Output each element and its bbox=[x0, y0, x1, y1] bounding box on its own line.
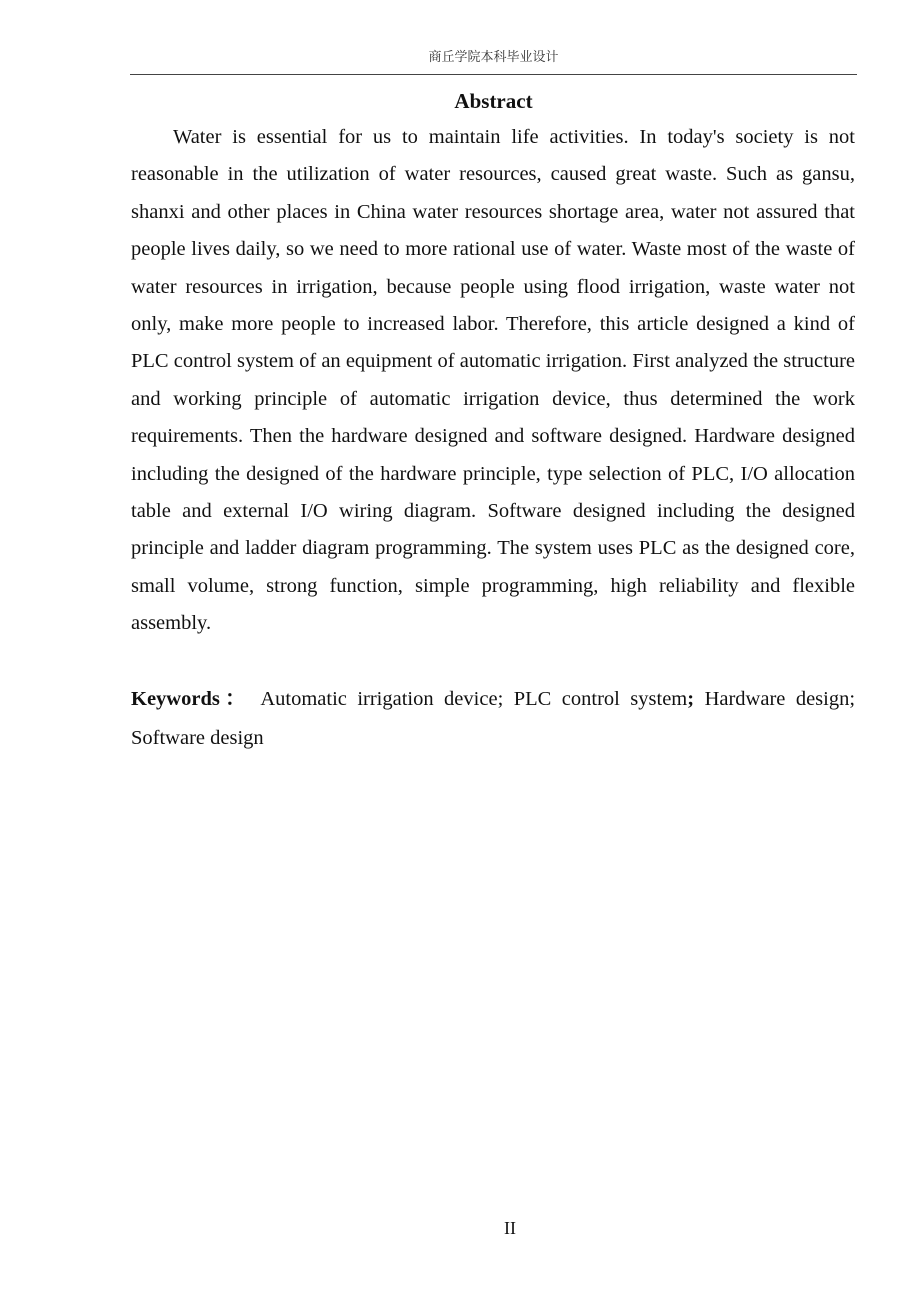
keyword-item: Automatic irrigation device bbox=[260, 688, 498, 710]
page-number: II bbox=[504, 1218, 516, 1238]
keyword-item: Software design bbox=[131, 727, 264, 749]
header-divider bbox=[130, 74, 857, 75]
keyword-separator: ; bbox=[687, 688, 695, 710]
keyword-item: PLC control system bbox=[513, 688, 688, 710]
abstract-body: Water is essential for us to maintain life activities. In today's society is not reasonable in the utilization of water resources, caused great waste. Such as gansu, shanxi and other places in China water resources shortage area, water not assured that people lives daily, so we need to more rational use of water. Waste most of the waste of water resources in irrigation, because people using flood irrigation, waste water not only, make more people to increased labor. Therefore, this article designed a kind of PLC control system of an equipment of automatic irrigation. First analyzed the structure and working principle of automatic irrigation device, thus determined the work requirements. Then the hardware designed and software designed. Hardware designed including the designed of the hardware principle, type selection of PLC, I/O allocation table and external I/O wiring diagram. Software designed including the designed principle and ladder diagram programming. The system uses PLC as the designed core, small volume, strong function, simple programming, high reliability and flexible assembly. bbox=[131, 126, 855, 635]
keyword-separator: ; bbox=[849, 688, 856, 710]
page-header: 商丘学院本科毕业设计 bbox=[428, 50, 559, 65]
keywords-line bbox=[131, 680, 855, 758]
abstract-title: Abstract bbox=[454, 89, 533, 113]
keywords-label: Keywords： bbox=[131, 688, 251, 710]
keyword-item: Hardware design bbox=[704, 688, 850, 710]
keyword-separator: ; bbox=[497, 688, 504, 710]
